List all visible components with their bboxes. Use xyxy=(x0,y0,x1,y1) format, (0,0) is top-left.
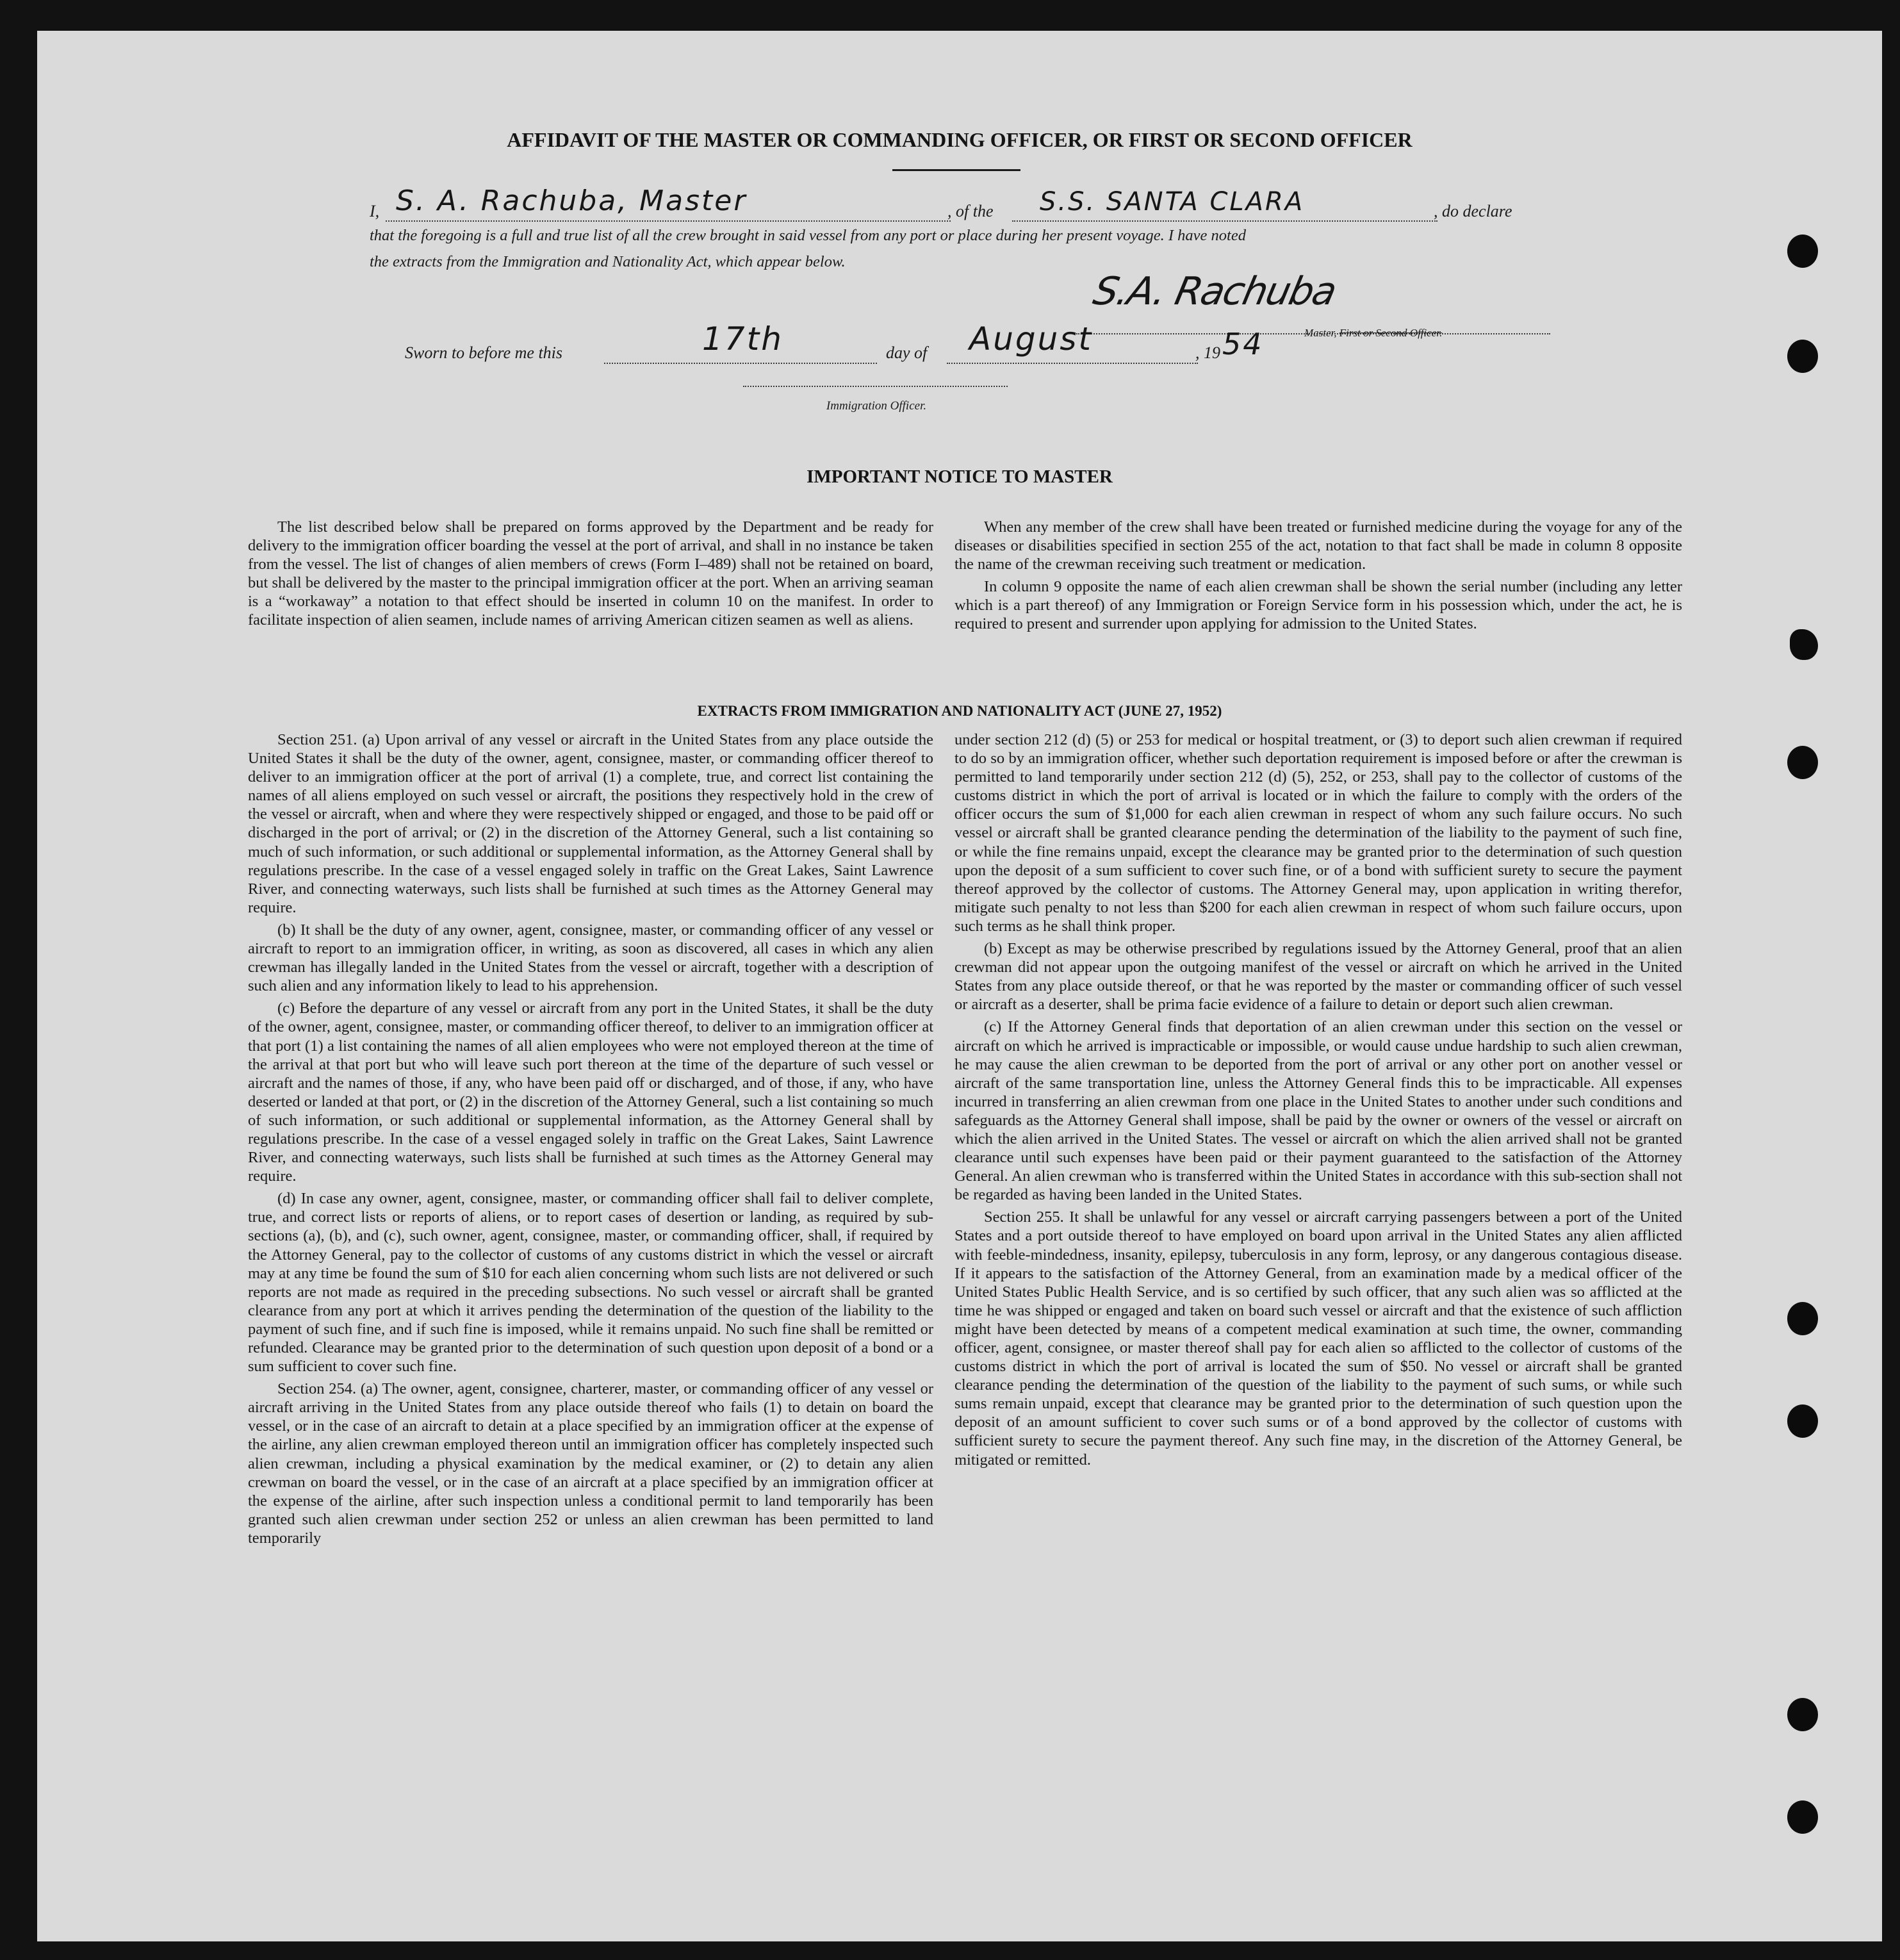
extracts-right-column xyxy=(954,730,1682,1473)
year-prefix: , 19 xyxy=(1195,343,1220,362)
extracts-title: EXTRACTS FROM IMMIGRATION AND NATIONALITY ACT (JUNE 27, 1952) xyxy=(697,703,1222,719)
do-declare-label: , do declare xyxy=(1434,202,1512,220)
master-signature: S.A. Rachuba xyxy=(1089,269,1340,314)
declaration-line-2: the extracts from the Immigration and Nationality Act, which appear below. xyxy=(370,253,846,270)
immigration-officer-caption: Immigration Officer. xyxy=(826,399,927,413)
vessel-name: S.S. SANTA CLARA xyxy=(1040,187,1305,217)
section-251-b: (b) It shall be the duty of any owner, agent, consignee, master, or commanding officer of any vessel or aircraft to report to an immigration officer, in writing, as soon as discovered, all cases in which any alien crewman has illegally landed in the United States from the vessel or aircraft, together with a description of such alien and any information likely to lead to his apprehension. xyxy=(248,921,933,995)
punch-hole xyxy=(1787,235,1818,268)
section-254-a: Section 254. (a) The owner, agent, consignee, charterer, master, or commanding officer of any vessel or aircraft arriving in the United States from any place outside thereof who fails (1) to detain on board the vessel, or in the case of an aircraft to detain at a place specified by an immigration officer at the expense of the airline, any alien crewman employed thereon until an immigration officer has completely inspected such alien crewman, including a physical examination by the medical examiner, or (2) to detain any alien crewman on board the vessel, or in the case of an aircraft at a place specified by an immigration officer at the expense of the airline, after such inspection unless a conditional permit to land temporarily has been granted such alien crewman under section 252 or unless an alien crewman has been permitted to land temporarily xyxy=(248,1380,933,1547)
master-name: S. A. Rachuba, Master xyxy=(396,185,748,217)
punch-hole xyxy=(1787,1404,1818,1438)
section-254-c: (c) If the Attorney General finds that deportation of an alien crewman under this section on the vessel or aircraft on which he arrived is impracticable or impossible, or would cause undue hardship to such alien crewman, he may cause the alien crewman to be deported from the port of arrival or any other port on another vessel or aircraft of the same transportation line, unless the Attorney General finds this to be impracticable. All expenses incurred in transferring an alien crewman from one place in the United States to another under such conditions and safeguards as the Attorney General shall impose, shall be paid by the owner or owners of the vessel or aircraft on which the alien arrived in the United States. The vessel or aircraft on which the alien arrived shall not be granted clearance until such expenses have been paid or their payment guaranteed to the satisfaction of the Attorney General. An alien crewman who is transferred within the United States in accordance with this sub-section shall not be regarded as having been landed in the United States. xyxy=(954,1018,1682,1204)
affidavit-title: AFFIDAVIT OF THE MASTER OR COMMANDING OFFICER, OR FIRST OR SECOND OFFICER xyxy=(507,128,1413,151)
punch-hole xyxy=(1787,746,1818,779)
signature-caption xyxy=(1304,327,1442,340)
extracts-left-column xyxy=(248,730,933,1551)
sworn-month: August xyxy=(969,320,1093,358)
notice-right-column xyxy=(954,518,1682,638)
sworn-year: 54 xyxy=(1222,327,1264,361)
punch-hole xyxy=(1790,629,1818,660)
punch-hole xyxy=(1787,1698,1818,1731)
section-251-c: (c) Before the departure of any vessel or aircraft from any port in the United States, it shall be the duty of the owner, agent, consignee, master, or commanding officer thereof, to deliver to an immigration officer at that port (1) a list containing the names of all alien employees who were not employed thereon at the time of the arrival at that port but who will leave such port thereon at the time of the departure of such vessel or aircraft and the names of those, if any, who have been paid off or discharged, and of those, if any, who have deserted or landed at that port, or (2) in the discretion of the Attorney General, such a list containing so much of such information, or such additional or supplemental information, as the Attorney General shall by regulations prescribe. In the case of a vessel engaged solely in traffic on the Great Lakes, Saint Lawrence River, and connecting waterways, such lists shall be furnished at such times as the Attorney General may require. xyxy=(248,1000,933,1185)
notice-right-paragraph-2: In column 9 opposite the name of each alien crewman shall be shown the serial number (including any letter which is a part thereof) of any Immigration or Foreign Service form in his possession which, under the act, he is required to present and surrender upon applying for admission to the United States. xyxy=(954,578,1682,633)
notice-right-paragraph-1: When any member of the crew shall have been treated or furnished medicine during the voyage for any of the diseases or disabilities specified in section 255 of the act, notation to that fact shall be made in column 8 opposite the name of the crewman receiving such treatment or medication. xyxy=(954,518,1682,573)
punch-hole xyxy=(1787,1302,1818,1335)
document-page xyxy=(37,31,1882,1941)
sworn-label: Sworn to before me this xyxy=(405,343,563,362)
section-251-d: (d) In case any owner, agent, consignee, master, or commanding officer shall fail to deliver complete, true, and correct lists or reports of aliens, or to report cases of desertion or landing, as required by sub-sections (a), (b), and (c), such owner, agent, consignee, master, or commanding officer, shall, if required by the Attorney General, pay to the collector of customs of any customs district in which the vessel or aircraft may at any time be found the sum of $10 for each alien concerning whom such lists are not delivered or such reports are not made as required in the preceding subsections. No such vessel or aircraft shall be granted clearance from any port at which it arrives pending the determination of the question of the liability to the payment of such fine, and if such fine is imposed, while it remains unpaid. No such fine shall be remitted or refunded. Clearance may be granted prior to the determination of such question upon deposit of a bond or a sum sufficient to cover such fine. xyxy=(248,1190,933,1376)
punch-hole xyxy=(1787,340,1818,373)
declaration-line-1: that the foregoing is a full and true list of all the crew brought in said vessel from any port or place during her present voyage. I have noted xyxy=(370,227,1246,244)
signature-caption-struck: First or Second Officer. xyxy=(1339,327,1443,339)
immigration-officer-line xyxy=(743,377,1008,387)
title-rule xyxy=(892,169,1020,171)
i-label: I, xyxy=(370,202,380,220)
notice-left-column xyxy=(248,518,933,634)
section-254-b: (b) Except as may be otherwise prescribed by regulations issued by the Attorney General, proof that an alien crewman did not appear upon the outgoing manifest of the vessel or aircraft on which he arrived in the United States from any place outside thereof, or that he was reported by the master or commanding officer of such vessel or aircraft as a deserter, shall be prima facie evidence of a failure to detain or deport such alien crewman. xyxy=(954,940,1682,1014)
section-251-a: Section 251. (a) Upon arrival of any vessel or aircraft in the United States from any place outside the United States it shall be the duty of the owner, agent, consignee, master, or commanding officer thereof to deliver to an immigration officer at the port of arrival (1) a complete, true, and correct list containing the names of all aliens employed on such vessel or aircraft, the positions they respectively hold in the crew of the vessel or aircraft, when and where they were respectively shipped or engaged, and those to be paid off or discharged in the port of arrival; or (2) in the discretion of the Attorney General, such a list containing so much of such information, or such additional or supplemental information, as the Attorney General shall by regulations prescribe. In the case of a vessel engaged solely in traffic on the Great Lakes, Saint Lawrence River, and connecting waterways, such lists shall be furnished at such times as the Attorney General may require. xyxy=(248,731,933,916)
section-255: Section 255. It shall be unlawful for any vessel or aircraft carrying passengers between a port of the United States and a port outside thereof to have employed on board upon arrival in the United States any alien afflicted with feeble-mindedness, insanity, epilepsy, tuberculosis in any form, leprosy, or any dangerous contagious disease. If it appears to the satisfaction of the Attorney General, from an examination made by a medical officer of the United States Public Health Service, and is so certified by such officer, that any such alien was so afflicted at the time he was shipped or engaged and taken on board such vessel or aircraft and that the existence of such affliction might have been detected by means of a competent medical examination at such time, the owner, commanding officer, agent, consignee, or master thereof shall pay for each alien so afflicted to the collector of customs of the customs district in which the port of arrival is located the sum of $50. No vessel or aircraft shall be granted clearance pending the determination of the question of the liability to the payment of such sums, or while such sums remain unpaid, except that clearance may be granted prior to the determination of such question upon the deposit of an amount sufficient to cover such sums or of a bond approved by the collector of customs with sufficient surety to secure the payment thereof. Any such fine may, in the discretion of the Attorney General, be mitigated or remitted. xyxy=(954,1208,1682,1469)
day-of-label: day of xyxy=(886,343,928,362)
signature-caption-master: Master, xyxy=(1304,327,1337,339)
punch-hole xyxy=(1787,1800,1818,1834)
of-the-label: , of the xyxy=(947,202,994,220)
notice-left-paragraph: The list described below shall be prepared on forms approved by the Department and be ready for delivery to the immigration officer boarding the vessel at the port of arrival, and shall in no instance be taken from the vessel. The list of changes of alien members of crews (Form I–489) shall not be retained on board, but shall be delivered by the master to the principal immigration officer at the port. When an arriving seaman is a “workaway” a notation to that effect should be inserted in column 10 on the manifest. In order to facilitate inspection of alien seamen, include names of arriving American citizen seamen as well as aliens. xyxy=(248,518,933,629)
notice-title: IMPORTANT NOTICE TO MASTER xyxy=(807,466,1113,487)
section-254-a-continued: under section 212 (d) (5) or 253 for medical or hospital treatment, or (3) to deport such alien crewman if required to do so by an immigration officer, whether such deportation requirement is imposed before or after the crewman is permitted to land temporarily under section 212 (d) (5), 252, or 253, shall pay to the collector of customs of the customs district in which the port of arrival is located or in which the failure to comply with the orders of the officer occurs the sum of $1,000 for each alien crewman in respect of whom any such failure occurs. No such vessel or aircraft shall be granted clearance pending the determination of the liability to the payment of such fine, or while the fine remains unpaid, except the clearance may be granted prior to the determination of such question upon the deposit of a sum sufficient to cover such fine, or of a bond with sufficient surety to secure the payment thereof approved by the collector of customs. The Attorney General may, upon application in writing therefor, mitigate such penalty to not less than $200 for each alien crewman in respect of whom such failure occurs, upon such terms as he shall think proper. xyxy=(954,731,1682,935)
sworn-day: 17th xyxy=(702,320,783,358)
